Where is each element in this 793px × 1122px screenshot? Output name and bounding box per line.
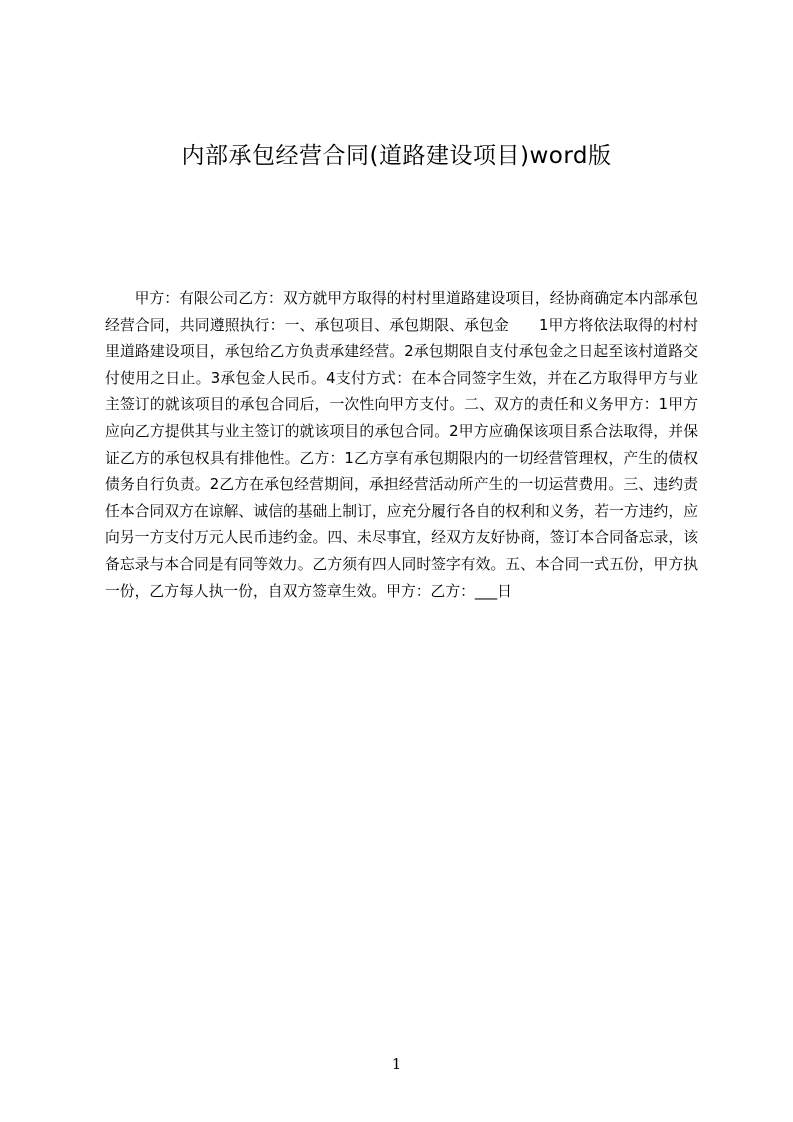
document-title: 内部承包经营合同(道路建设项目)word版 (181, 143, 612, 169)
contract-body-text: 甲方：有限公司乙方：双方就甲方取得的村村里道路建设项目，经协商确定本内部承包经营合同，共同遵照执行：一、承包项目、承包期限、承包金 1甲方将依法取得的村村里道路建设项目，承包给乙方负责承建经营。2承包期限自支付承包金之日起至该村道路交付使用之日止。3承包金人民币。4支付方式：在本合同签字生效，并在乙方取得甲方与业主签订的就该项目的承包合同后，一次性向甲方支付。二、双方的责任和义务甲方：1甲方应向乙方提供其与业主签订的就该项目的承包合同。2甲方应确保该项目系合法取得，并保证乙方的承包权具有排他性。乙方：1乙方享有承包期限内的一切经营管理权，产生的债权债务自行负责。2乙方在承包经营期间，承担经营活动所产生的一切运营费用。三、违约责任本合同双方在谅解、诚信的基础上制订，应充分履行各自的权利和义务，若一方违约，应向另一方支付万元人民币违约金。四、未尽事宜，经双方友好协商，签订本合同备忘录，该备忘录与本合同是有同等效力。乙方须有四人同时签字有效。五、本合同一式五份，甲方执一份，乙方每人执一份，自双方签章生效。甲方：乙方：___日 (105, 290, 698, 600)
page-number: 1 (391, 1055, 402, 1073)
